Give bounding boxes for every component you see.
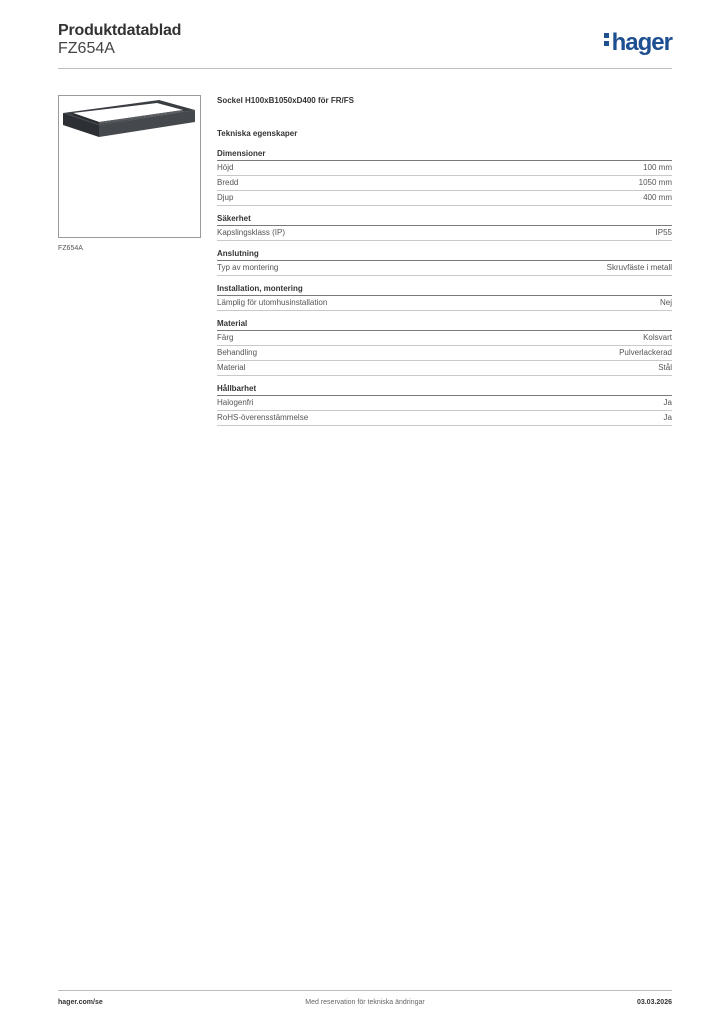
property-value: Pulverlackerad [619, 348, 672, 357]
page-header [58, 22, 672, 69]
property-label: Material [217, 363, 246, 372]
product-details [217, 96, 672, 434]
property-row [217, 191, 672, 206]
footer-disclaimer: Med reservation för tekniska ändringar [305, 999, 425, 1006]
property-row [217, 176, 672, 191]
property-label: Bredd [217, 178, 239, 187]
property-label: RoHS-överensstämmelse [217, 413, 309, 422]
section-title: Installation, montering [217, 284, 672, 296]
property-section [217, 249, 672, 276]
property-row [217, 226, 672, 241]
property-section [217, 384, 672, 426]
property-row [217, 411, 672, 426]
document-title: Produktdatablad [58, 22, 182, 39]
property-row [217, 361, 672, 376]
property-section [217, 319, 672, 376]
image-caption: FZ654A [58, 245, 83, 252]
section-title: Hållbarhet [217, 384, 672, 396]
product-code: FZ654A [58, 40, 115, 57]
property-label: Behandling [217, 348, 258, 357]
property-label: Kapslingsklass (IP) [217, 228, 286, 237]
logo-dots-icon [604, 30, 610, 49]
property-value: Ja [663, 398, 672, 407]
property-section [217, 149, 672, 206]
property-value: Ja [663, 413, 672, 422]
property-label: Halogenfri [217, 398, 254, 407]
product-image [58, 95, 201, 238]
property-label: Lämplig för utomhusinstallation [217, 298, 328, 307]
property-value: Skruvfäste i metall [606, 263, 672, 272]
property-row [217, 396, 672, 411]
properties-heading: Tekniska egenskaper [217, 129, 298, 138]
property-row [217, 161, 672, 176]
plinth-frame-icon [59, 96, 200, 237]
property-row [217, 331, 672, 346]
property-section [217, 214, 672, 241]
page-footer [58, 990, 672, 1011]
property-label: Typ av montering [217, 263, 279, 272]
section-title: Dimensioner [217, 149, 672, 161]
property-value: 400 mm [643, 193, 672, 202]
property-label: Färg [217, 333, 234, 342]
hager-logo [604, 29, 672, 57]
property-row [217, 346, 672, 361]
product-name: Sockel H100xB1050xD400 för FR/FS [217, 96, 354, 105]
property-value: Kolsvart [643, 333, 672, 342]
logo-text: hager [611, 29, 672, 56]
property-row [217, 296, 672, 311]
property-row [217, 261, 672, 276]
property-value: Nej [659, 298, 672, 307]
property-sections [217, 149, 672, 426]
footer-date: 03.03.2026 [636, 999, 672, 1006]
property-label: Höjd [217, 163, 234, 172]
footer-website: hager.com/se [58, 999, 103, 1006]
property-value: 1050 mm [638, 178, 672, 187]
property-value: Stål [658, 363, 672, 372]
section-title: Material [217, 319, 672, 331]
property-value: IP55 [655, 228, 672, 237]
property-section [217, 284, 672, 311]
section-title: Anslutning [217, 249, 672, 261]
property-label: Djup [217, 193, 234, 202]
property-value: 100 mm [643, 163, 672, 172]
section-title: Säkerhet [217, 214, 672, 226]
